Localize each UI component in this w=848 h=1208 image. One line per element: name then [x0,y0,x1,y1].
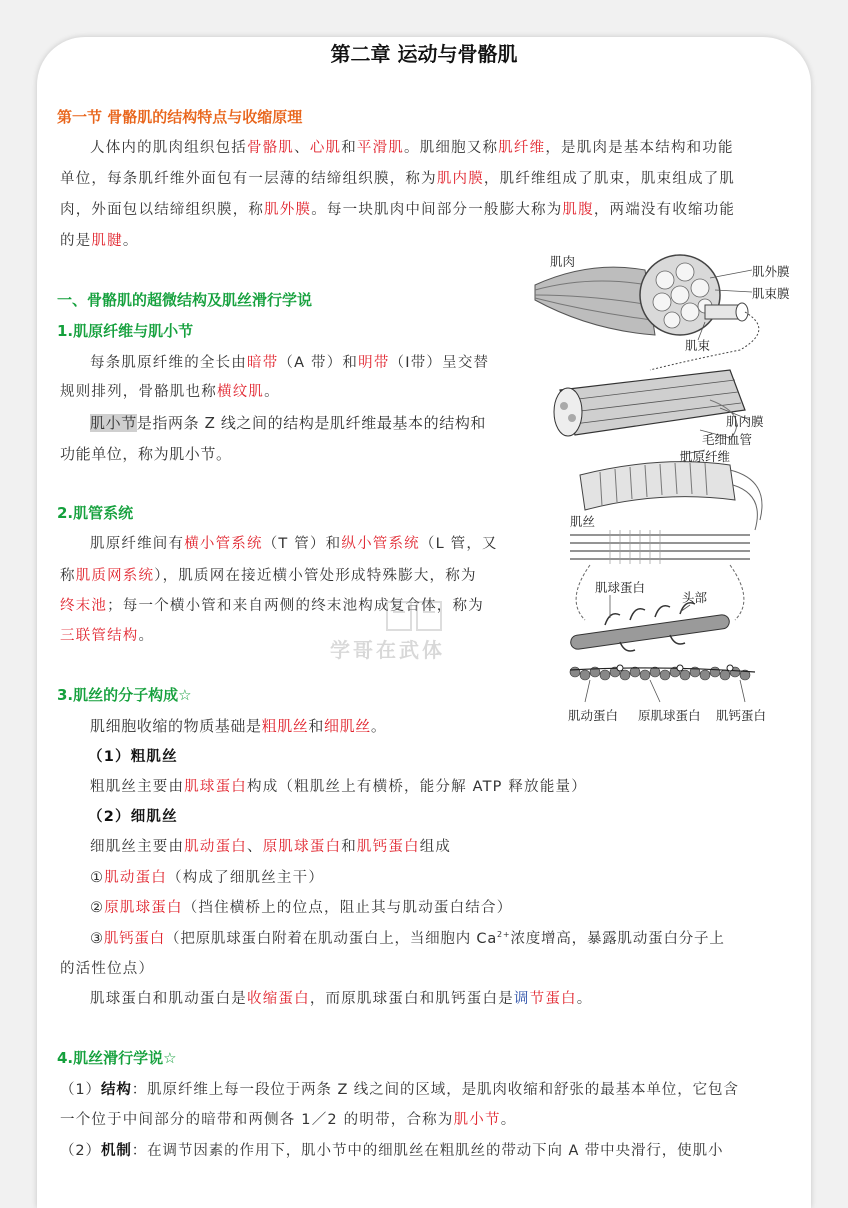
fig-label-actin: 肌动蛋白 [568,708,619,723]
keyword: 三联管结构 [60,628,139,644]
keyword: 肌球蛋白 [184,779,248,795]
part1-heading: 一、骨骼肌的超微结构及肌丝滑行学说 [57,291,313,309]
keyword: 暗带 [247,355,279,371]
chapter-title: 第二章 运动与骨骼肌 [330,42,518,66]
s2-line3: 终末池；每一个横小管和来自两侧的终末池构成复合体，称为 [60,598,484,614]
keyword: 肌动蛋白 [184,839,248,855]
keyword: 骨骼肌 [247,140,295,156]
keyword: 肌内膜 [436,171,484,187]
subsection1-heading: 1.肌原纤维与肌小节 [57,322,194,340]
s2-line4: 三联管结构。 [60,628,155,644]
protein-summary: 肌球蛋白和肌动蛋白是收缩蛋白，而原肌球蛋白和肌钙蛋白是调节蛋白。 [90,991,593,1007]
keyword: 肌质网系统 [75,568,155,584]
fig-label-myofilament: 肌丝 [570,514,596,529]
watermark [330,600,500,660]
s1-line1: 每条肌原纤维的全长由暗带（A 带）和明带（Ⅰ带）呈交替 [90,355,490,371]
keyword: 肌腱 [91,233,123,249]
thin-filament-line: 细肌丝主要由肌动蛋白、原肌球蛋白和肌钙蛋白组成 [90,839,452,855]
fig-label-tropomyosin: 原肌球蛋白 [638,708,701,723]
subsection4-heading: 4.肌丝滑行学说☆ [57,1049,177,1067]
section1-line2: 单位，每条肌纤维外面包有一层薄的结缔组织膜，称为肌内膜，肌纤维组成了肌束，肌束组成了肌 [60,171,736,187]
s2-line2: 称肌质网系统），肌质网在接近横小管处形成特殊膨大，称为 [60,568,477,584]
highlighted-term: 肌小节 [90,414,137,432]
keyword: 肌外膜 [264,202,312,218]
watermark-text: 学哥在武体 [330,638,445,662]
s4-structure-line2: 一个位于中间部分的暗带和两侧各 1／2 的明带，合称为肌小节。 [60,1112,517,1128]
thin-item3: ③肌钙蛋白（把原肌球蛋白附着在肌动蛋白上，当细胞内 $Ca^{2+}$浓度增高，暴露肌动蛋白分子上 [90,930,725,947]
keyword: 节蛋白 [529,991,577,1007]
s4-structure-line1: （1）结构：肌原纤维上每一段位于两条 Z 线之间的区域，是肌肉收缩和舒张的最基本单位，它包含 [60,1082,739,1098]
s1-line4: 功能单位，称为肌小节。 [60,445,232,463]
keyword: 横小管系统 [184,536,263,552]
keyword: 肌钙蛋白 [103,931,166,947]
keyword: 收缩蛋白 [247,991,310,1007]
fig-label-perimysium: 肌束膜 [752,286,790,301]
keyword: 纵小管系统 [341,536,420,552]
keyword: 横纹肌 [217,384,265,400]
fig-label-troponin: 肌钙蛋白 [716,708,767,723]
muscle-structure-illustration [530,240,784,730]
thin-filament-heading: （2）细肌丝 [88,809,178,825]
keyword: 平滑肌 [356,140,405,156]
fig-label-epimysium: 肌外膜 [752,264,790,279]
thin-item2: ②原肌球蛋白（挡住横桥上的位点，阻止其与肌动蛋白结合） [90,900,513,916]
fig-label-endomysium: 肌内膜 [726,414,764,429]
section1-line4: 的是肌腱。 [60,233,139,249]
section1-heading: 第一节 骨骼肌的结构特点与收缩原理 [57,108,303,126]
s2-line1: 肌原纤维间有横小管系统（T 管）和纵小管系统（L 管，又 [90,536,498,552]
thick-filament-line: 粗肌丝主要由肌球蛋白构成（粗肌丝上有横桥，能分解 ATP 释放能量） [90,779,587,795]
fig-label-head: 头部 [682,590,708,605]
fig-label-fascicle: 肌束 [685,338,711,353]
s3-line1: 肌细胞收缩的物质基础是粗肌丝和细肌丝。 [90,717,387,735]
fig-label-myofibril: 肌原纤维 [680,449,731,464]
s1-line3: 肌小节是指两条 Z 线之间的结构是肌纤维最基本的结构和 [90,414,487,432]
keyword: 肌钙蛋白 [356,839,420,855]
keyword: 明带 [358,355,390,371]
s1-line2: 规则排列，骨骼肌也称横纹肌。 [60,384,280,400]
keyword: 原肌球蛋白 [104,900,183,916]
muscle-structure-figure [530,240,790,730]
keyword: 粗肌丝 [261,717,309,735]
section1-line3: 肉，外面包以结缔组织膜，称肌外膜。每一块肌肉中间部分一般膨大称为肌腹，两端没有收缩功能 [60,202,736,218]
section1-line1: 人体内的肌肉组织包括骨骼肌、心肌和平滑肌。肌细胞又称肌纤维，是肌肉是基本结构和功能 [90,140,734,156]
s4-mechanism-line1: （2）机制：在调节因素的作用下，肌小节中的细肌丝在粗肌丝的带动下向 A 带中央滑行，使肌小 [60,1143,724,1159]
watermark-logo-icon [385,600,445,634]
thin-item1: ①肌动蛋白（构成了细肌丝主干） [90,870,325,886]
thick-filament-heading: （1）粗肌丝 [88,749,178,765]
keyword: 细肌丝 [324,717,371,735]
keyword: 肌纤维 [498,140,546,156]
fig-label-muscle: 肌肉 [550,254,576,269]
fig-label-capillary: 毛细血管 [702,432,753,447]
subsection2-heading: 2.肌管系统 [57,504,134,522]
keyword: 肌动蛋白 [104,870,168,886]
thin-item3-cont: 的活性位点） [60,961,155,977]
subsection3-heading: 3.肌丝的分子构成☆ [57,686,192,704]
keyword: 原肌球蛋白 [262,839,342,855]
keyword: 终末池 [60,598,108,614]
keyword: 肌腹 [562,202,594,218]
keyword: 心肌 [309,140,342,156]
fig-label-myosin: 肌球蛋白 [595,580,646,595]
keyword: 肌小节 [453,1112,501,1128]
